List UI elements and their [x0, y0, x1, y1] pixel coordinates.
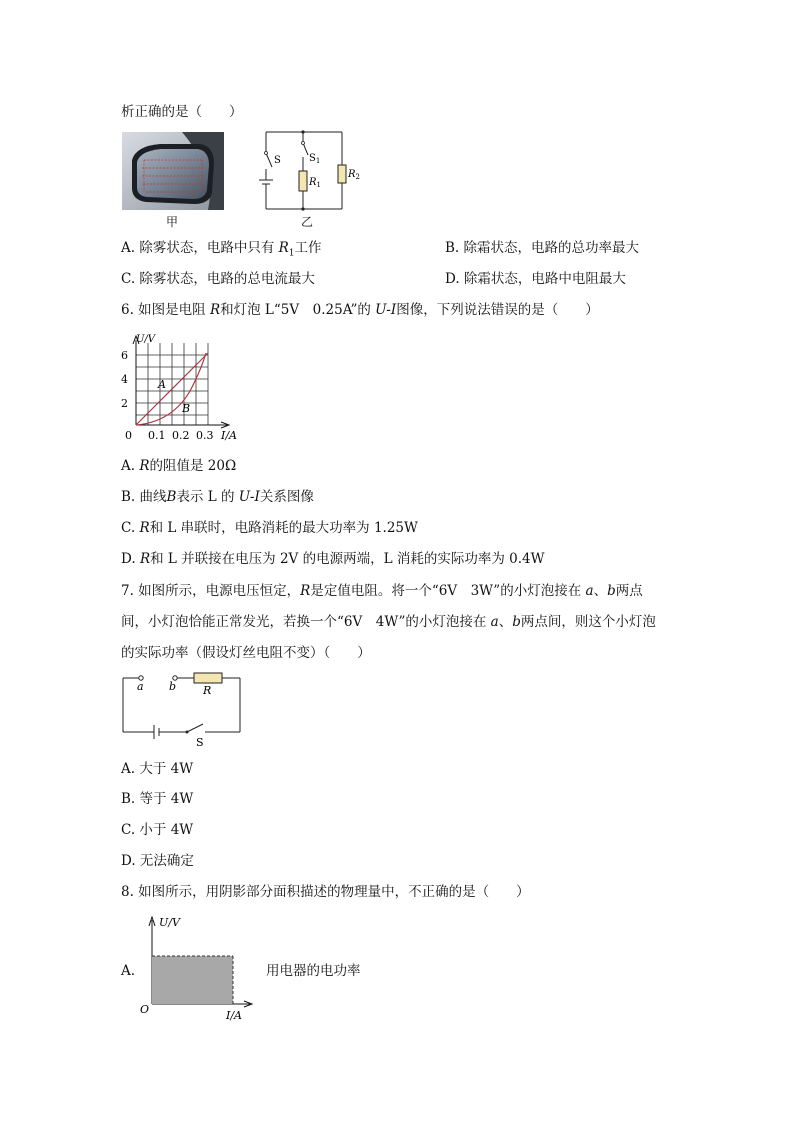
q6-x-axis-label: I/A [221, 429, 237, 442]
q6-y-tick-4: 4 [121, 373, 128, 386]
q6-origin: 0 [125, 429, 132, 442]
fig-jia-caption: 甲 [166, 215, 179, 229]
q6-x-tick-0-1: 0.1 [148, 429, 166, 442]
resistor-R1-label: $R_1$ [309, 177, 321, 189]
q7-stem-line2: 间，小灯泡恰能正常发光，若换一个“6V 4W”的小灯泡接在 a、b两点间，则这个小灯泡 [121, 614, 656, 630]
q5-option-a[interactable]: A. 除雾状态，电路中只有 $R_1$工作 [121, 240, 322, 259]
q8-y-axis-label: U/V [159, 916, 180, 929]
q7-resistor-label: R [203, 684, 212, 697]
q5-option-c[interactable]: C. 除雾状态，电路的总电流最大 [121, 271, 315, 287]
q7-circuit-diagram [117, 670, 247, 750]
q5-option-b[interactable]: B. 除霜状态，电路的总功率最大 [445, 240, 640, 256]
q5-circuit-diagram [250, 125, 360, 217]
q8-ui-graph [138, 912, 258, 1024]
mirror-photo [122, 132, 224, 210]
q8-option-a-letter[interactable]: A. [121, 963, 136, 979]
q7-option-d[interactable]: D. 无法确定 [121, 853, 194, 869]
q7-stem-line1: 7. 如图所示，电源电压恒定，R是定值电阻。将一个“6V 3W”的小灯泡接在 a、b两点 [121, 583, 643, 599]
q6-option-a[interactable]: A. R的阻值是 20Ω [121, 458, 237, 474]
q6-stem: 6. 如图是电阻 R和灯泡 L“5V 0.25A”的 U-I图像，下列说法错误的是（ ） [121, 302, 599, 318]
q6-option-b[interactable]: B. 曲线B表示 L 的 U-I关系图像 [121, 489, 314, 505]
q6-option-d[interactable]: D. R和 L 并联接在电压为 2V 的电源两端，L 消耗的实际功率为 0.4W [121, 551, 545, 567]
fig-yi-caption: 乙 [301, 215, 314, 229]
q5-stem: 析正确的是（ ） [121, 104, 243, 120]
q7-point-b-label: b [169, 680, 177, 693]
q7-option-c[interactable]: C. 小于 4W [121, 822, 194, 838]
q7-switch-label: S [196, 736, 204, 749]
q6-y-tick-6: 6 [121, 349, 128, 362]
q8-origin: O [140, 1003, 150, 1016]
q6-x-tick-0-3: 0.3 [196, 429, 214, 442]
q6-x-tick-0-2: 0.2 [172, 429, 190, 442]
q6-option-c[interactable]: C. R和 L 串联时，电路消耗的最大功率为 1.25W [121, 520, 418, 536]
q7-stem-line3: 的实际功率（假设灯丝电阻不变）（ ） [121, 645, 371, 661]
q6-y-axis-label: U/V [136, 334, 156, 345]
switch-S1-label: $S_1$ [309, 153, 321, 165]
q8-option-a-text[interactable]: 用电器的电功率 [266, 963, 361, 979]
q7-option-a[interactable]: A. 大于 4W [121, 761, 194, 777]
q6-ui-graph [117, 330, 247, 445]
q6-y-tick-2: 2 [121, 397, 128, 410]
resistor-R2-label: $R_2$ [348, 169, 360, 181]
q6-curve-b-label: B [182, 402, 191, 415]
q5-option-d[interactable]: D. 除霜状态，电路中电阻最大 [445, 271, 626, 287]
q8-stem: 8. 如图所示，用阴影部分面积描述的物理量中，不正确的是（ ） [121, 884, 530, 900]
q7-point-a-label: a [137, 680, 144, 693]
q6-curve-a-label: A [158, 378, 166, 391]
q8-x-axis-label: I/A [226, 1009, 242, 1022]
q7-option-b[interactable]: B. 等于 4W [121, 791, 194, 807]
switch-S-label: S [274, 155, 281, 166]
